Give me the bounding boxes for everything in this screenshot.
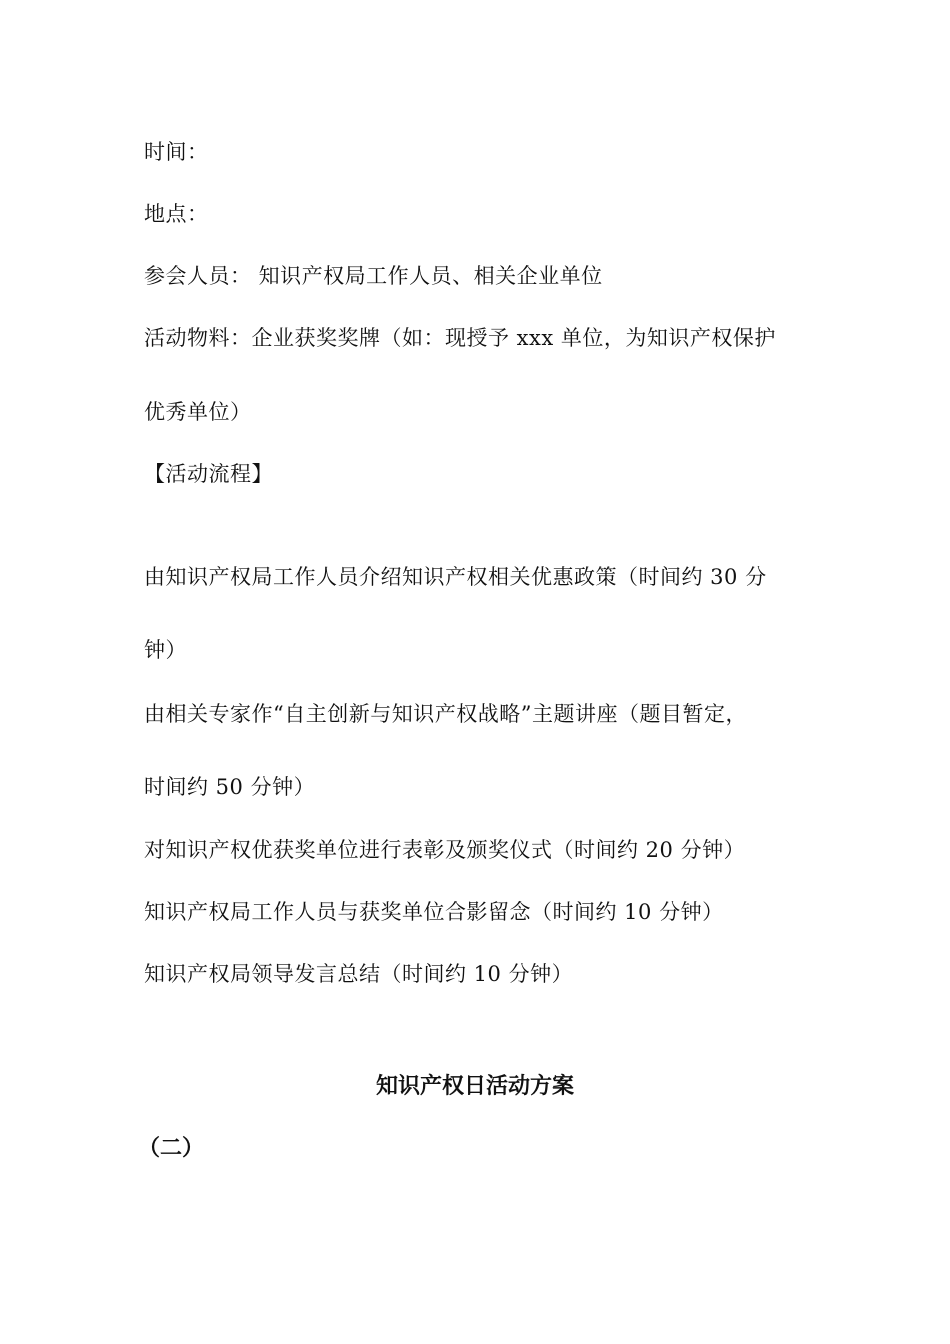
- attendees-line: 参会人员： 知识产权局工作人员、相关企业单位: [144, 264, 603, 288]
- materials-line-2: 优秀单位）: [144, 400, 252, 424]
- process-item-1-line-1: 由知识产权局工作人员介绍知识产权相关优惠政策（时间约 30 分: [144, 565, 767, 589]
- materials-line-1: 活动物料：企业获奖奖牌（如：现授予 xxx 单位，为知识产权保护: [144, 326, 776, 350]
- section-subheading: （二）: [138, 1135, 205, 1161]
- time-line: 时间：: [144, 140, 209, 164]
- process-item-4: 知识产权局工作人员与获奖单位合影留念（时间约 10 分钟）: [144, 900, 724, 924]
- place-line: 地点：: [144, 202, 209, 226]
- process-title: 【活动流程】: [144, 462, 273, 486]
- process-item-5: 知识产权局领导发言总结（时间约 10 分钟）: [144, 962, 574, 986]
- process-item-3: 对知识产权优获奖单位进行表彰及颁奖仪式（时间约 20 分钟）: [144, 838, 746, 862]
- process-item-1-line-2: 钟）: [144, 638, 187, 662]
- section-heading: 知识产权日活动方案: [375, 1073, 574, 1099]
- process-item-2-line-2: 时间约 50 分钟）: [144, 775, 316, 799]
- process-item-2-line-1: 由相关专家作“自主创新与知识产权战略”主题讲座（题目暂定，: [144, 702, 747, 726]
